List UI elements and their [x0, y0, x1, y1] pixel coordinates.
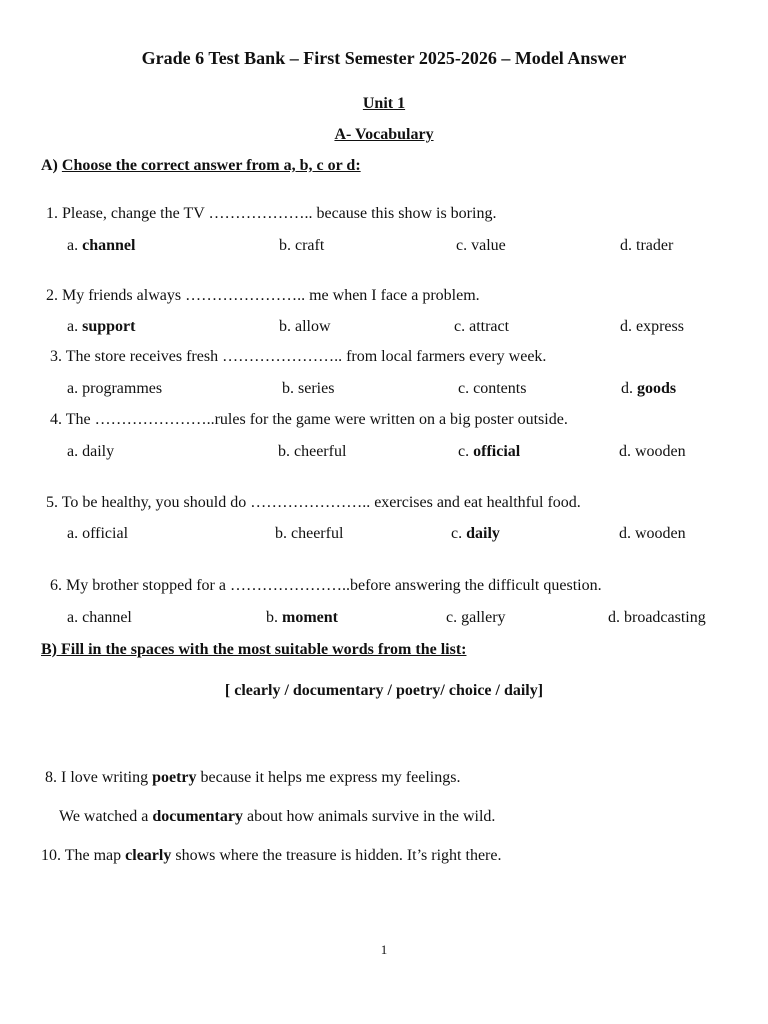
option-b: b. moment	[266, 609, 338, 626]
correct-answer: channel	[82, 237, 136, 254]
correct-answer: goods	[637, 380, 677, 397]
option-a: a. channel	[67, 609, 132, 626]
page-number: 1	[380, 942, 388, 957]
question-stem: 5. To be healthy, you should do ………………….. exercises and eat healthful food.	[46, 494, 581, 511]
option-d: d. wooden	[619, 443, 686, 460]
option-b: b. cheerful	[275, 525, 344, 542]
page-title: Grade 6 Test Bank – First Semester 2025-2026 – Model Answer	[141, 48, 627, 68]
fill-answer-line: 8. I love writing poetry because it helps me express my feelings.	[45, 769, 461, 786]
correct-answer: support	[82, 318, 136, 335]
option-a: a. official	[67, 525, 129, 542]
correct-answer: moment	[282, 609, 338, 626]
question-stem: 2. My friends always ………………….. me when I face a problem.	[46, 287, 480, 304]
question-stem: 4. The …………………..rules for the game were written on a big poster outside.	[50, 411, 568, 428]
correct-answer: official	[473, 443, 521, 460]
option-b: b. craft	[279, 237, 325, 254]
question-stem: 6. My brother stopped for a …………………..before answering the difficult question.	[50, 577, 602, 594]
option-a: a. channel	[67, 237, 136, 254]
word-list: [ clearly / documentary / poetry/ choice / daily]	[224, 682, 544, 699]
option-c: c. daily	[451, 525, 500, 542]
part-a-letter: A)	[41, 157, 58, 174]
section-heading: A- Vocabulary	[334, 126, 434, 143]
correct-answer: daily	[466, 525, 500, 542]
option-d: d. goods	[621, 380, 677, 397]
option-c: c. contents	[458, 380, 527, 397]
fill-answer-line: 10. The map clearly shows where the treasure is hidden. It’s right there.	[41, 847, 502, 864]
option-a: a. support	[67, 318, 136, 335]
option-d: d. broadcasting	[608, 609, 706, 626]
option-c: c. official	[458, 443, 521, 460]
option-c: c. gallery	[446, 609, 506, 626]
part-b-instruction: B) Fill in the spaces with the most suitable words from the list:	[41, 641, 467, 658]
option-c: c. attract	[454, 318, 510, 335]
unit-heading: Unit 1	[362, 95, 406, 112]
option-a: a. programmes	[67, 380, 163, 397]
option-c: c. value	[456, 237, 506, 254]
option-d: d. trader	[620, 237, 674, 254]
question-stem: 1. Please, change the TV ……………….. because this show is boring.	[46, 205, 497, 222]
part-a-instruction	[41, 156, 361, 176]
option-a: a. daily	[67, 443, 115, 460]
fill-answer: poetry	[152, 769, 197, 786]
option-d: d. wooden	[619, 525, 686, 542]
option-b: b. allow	[279, 318, 331, 335]
fill-answer-line: We watched a documentary about how animals survive in the wild.	[59, 808, 496, 825]
fill-answer: clearly	[125, 847, 172, 864]
option-b: b. cheerful	[278, 443, 347, 460]
part-a-instruction-text: Choose the correct answer from a, b, c or d:	[61, 157, 361, 174]
option-d: d. express	[620, 318, 684, 335]
question-stem: 3. The store receives fresh ………………….. from local farmers every week.	[50, 348, 547, 365]
fill-answer: documentary	[152, 808, 243, 825]
option-b: b. series	[282, 380, 335, 397]
